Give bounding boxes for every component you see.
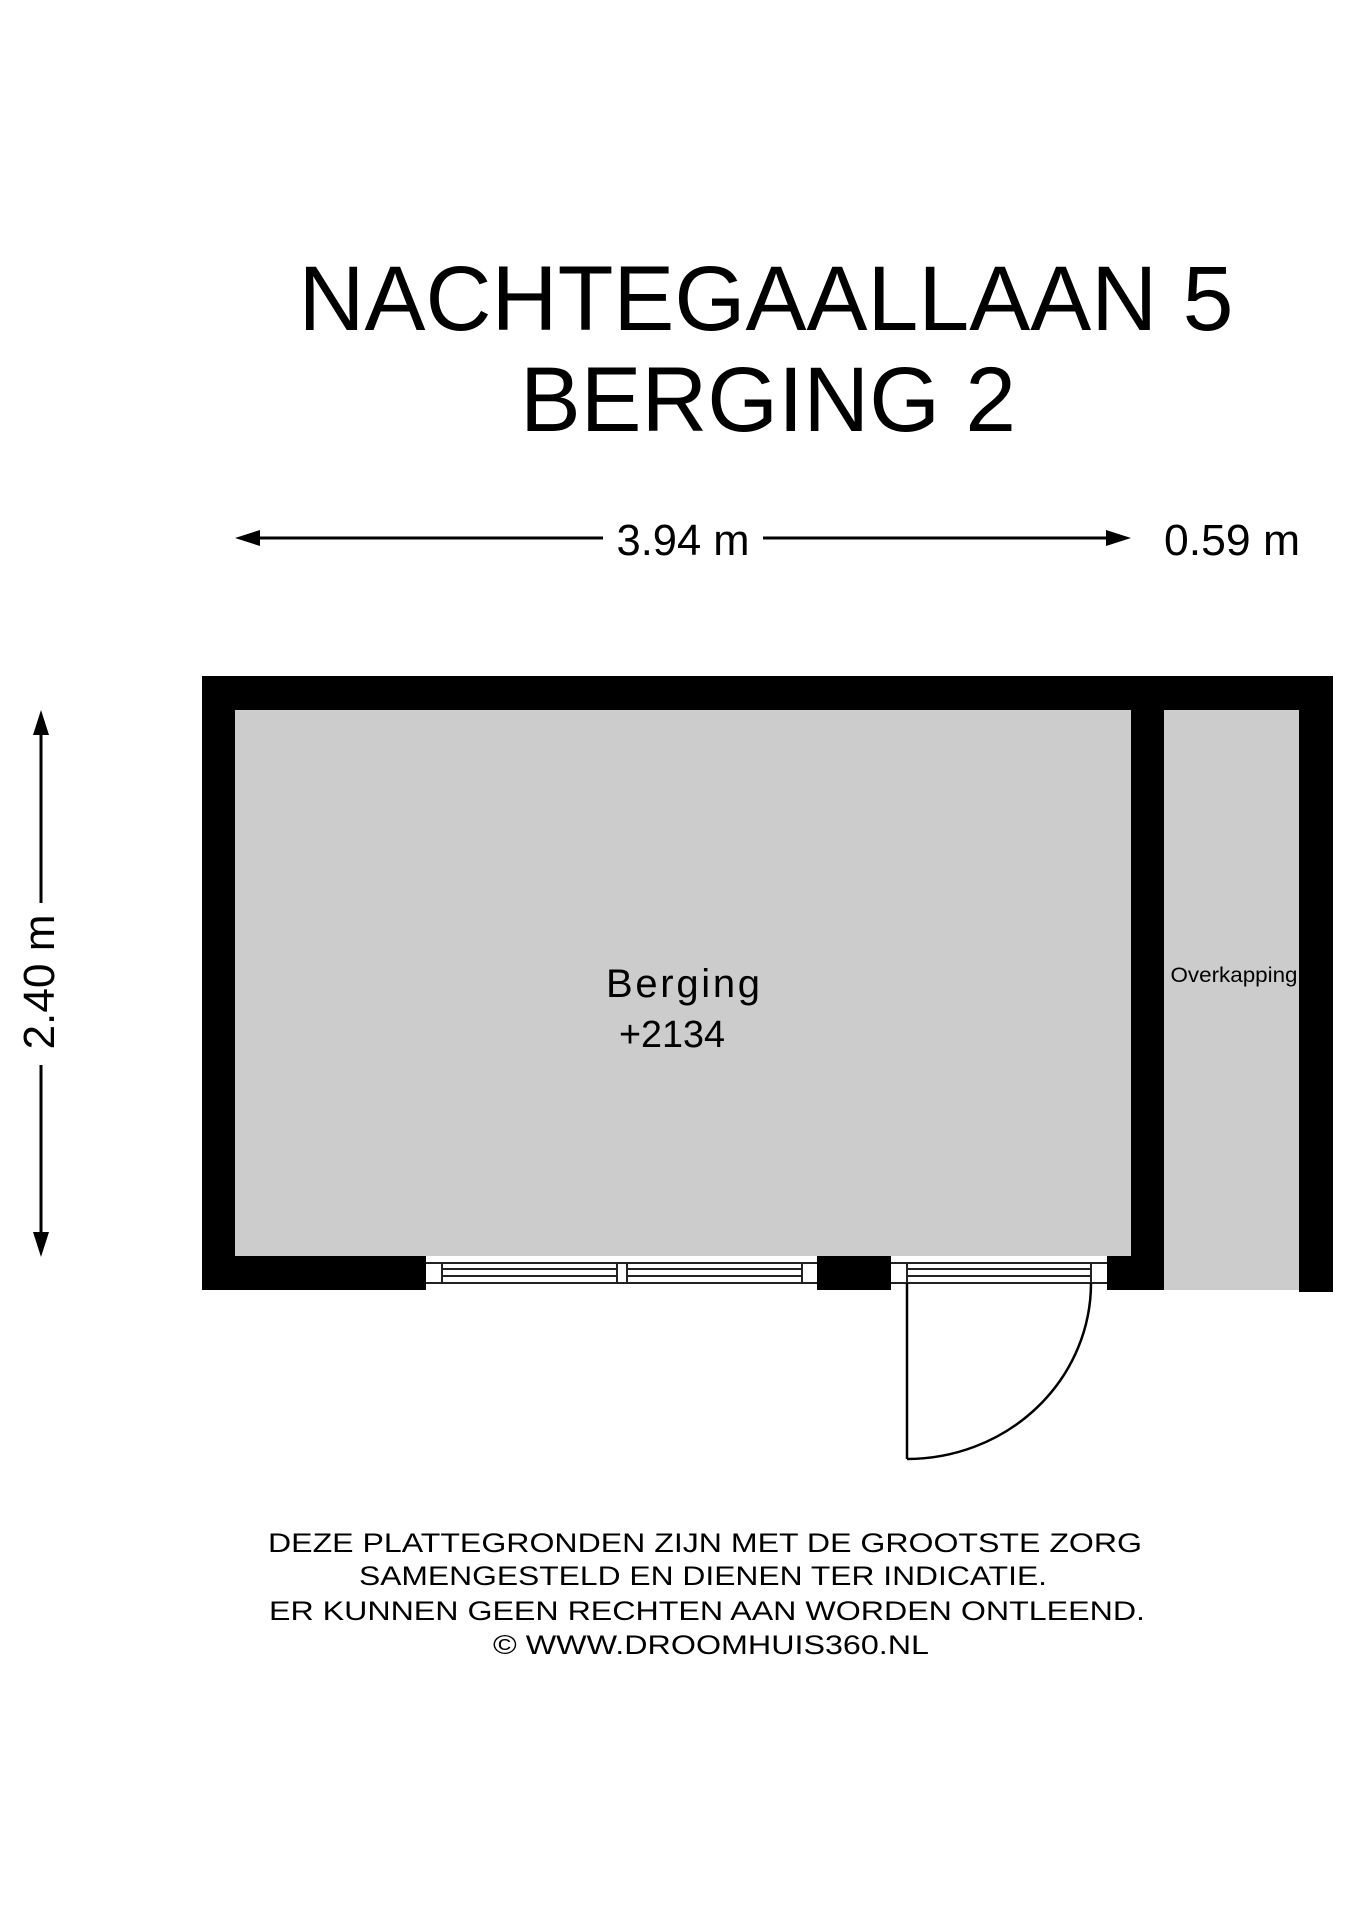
room-overkapping-label: Overkapping bbox=[1170, 964, 1298, 987]
wall-bottom-pier bbox=[817, 1256, 891, 1290]
disclaimer-line-3: ER KUNNEN GEEN RECHTEN AAN WORDEN ONTLEEND. bbox=[269, 1596, 1145, 1626]
disclaimer bbox=[268, 1528, 1145, 1660]
room-overkapping-floor bbox=[1164, 710, 1299, 1290]
horizontal-dimension bbox=[235, 516, 1300, 565]
wall-left bbox=[202, 676, 235, 1290]
door bbox=[891, 1256, 1107, 1459]
dimension-width-side: 0.59 m bbox=[1164, 516, 1300, 565]
title-block bbox=[299, 248, 1234, 451]
dimension-width-main: 3.94 m bbox=[616, 516, 750, 565]
room-berging-label: Berging bbox=[606, 962, 760, 1006]
disclaimer-line-4: © WWW.DROOMHUIS360.NL bbox=[493, 1630, 929, 1660]
room-berging-level: +2134 bbox=[619, 1014, 725, 1056]
wall-right bbox=[1299, 676, 1333, 1292]
arrow-left-icon bbox=[235, 530, 260, 546]
wall-bottom-left bbox=[202, 1256, 426, 1290]
door-swing-arc bbox=[907, 1283, 1091, 1459]
title-address: NACHTEGAALLAAN 5 bbox=[298, 248, 1234, 350]
vertical-dimension bbox=[15, 710, 64, 1257]
arrow-right-icon bbox=[1106, 530, 1131, 546]
disclaimer-line-2: SAMENGESTELD EN DIENEN TER INDICATIE. bbox=[359, 1561, 1047, 1591]
arrow-down-icon bbox=[33, 1232, 49, 1257]
wall-middle bbox=[1131, 676, 1164, 1290]
dimension-depth: 2.40 m bbox=[15, 914, 64, 1050]
title-subtitle: BERGING 2 bbox=[520, 349, 1016, 451]
disclaimer-line-1: DEZE PLATTEGRONDEN ZIJN MET DE GROOTSTE ZORG bbox=[268, 1528, 1142, 1558]
window bbox=[426, 1256, 817, 1290]
